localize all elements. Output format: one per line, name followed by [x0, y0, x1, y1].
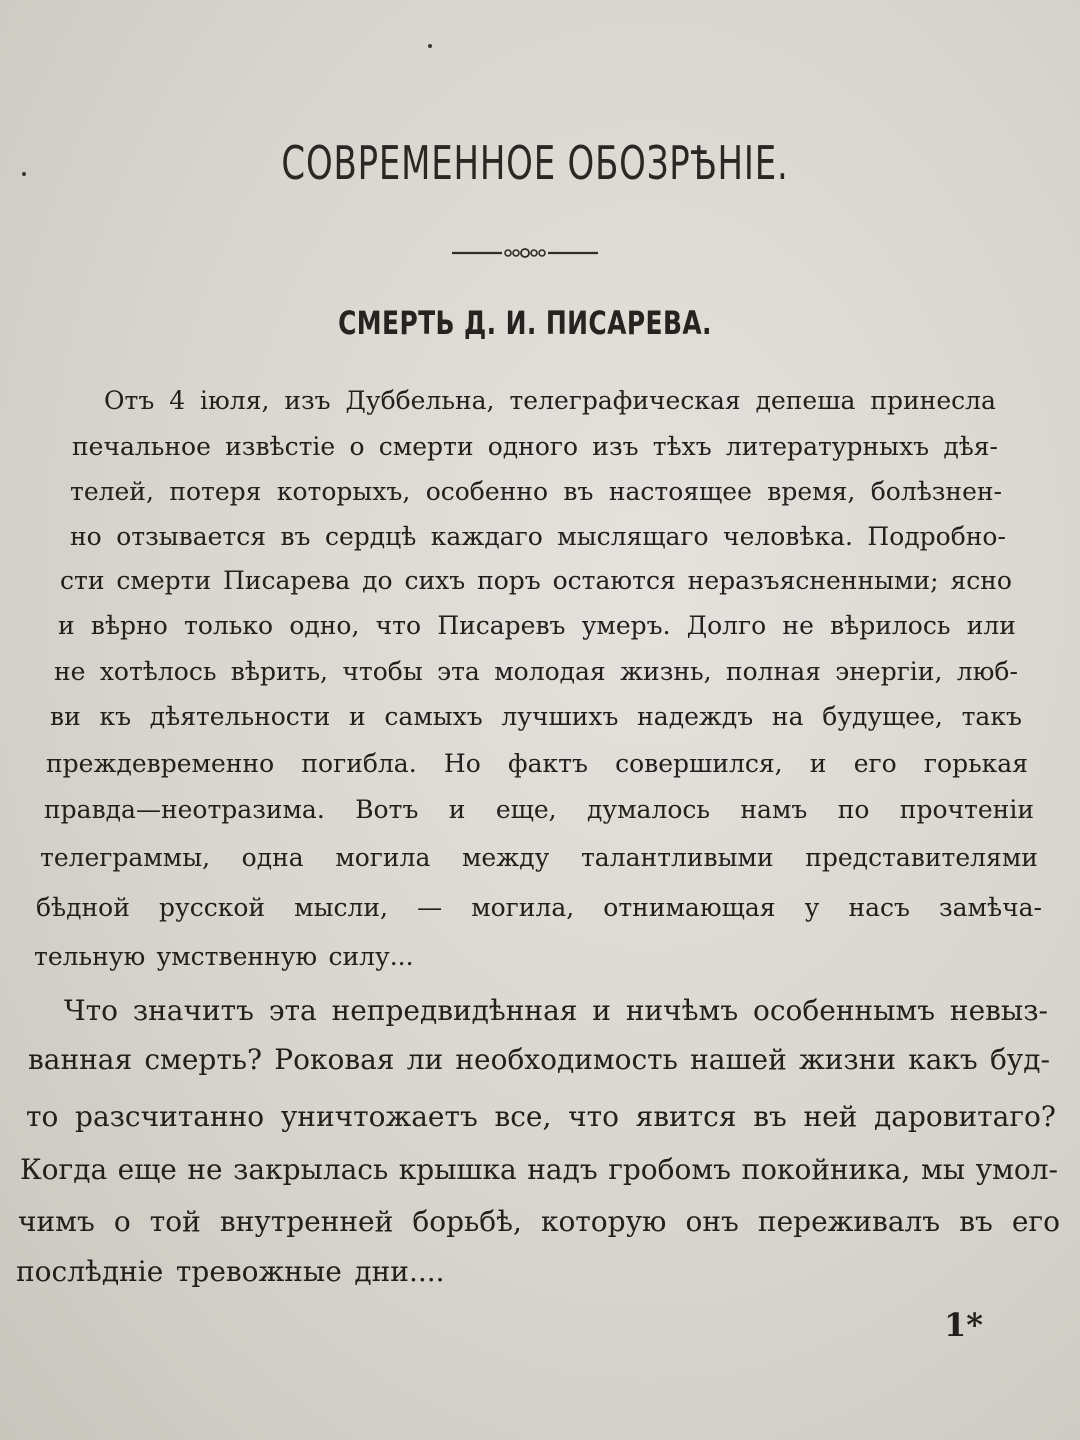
text-line: бѣдной русской мысли, — могила, отнимающая у насъ замѣча- [36, 893, 1042, 922]
text-line: сти смерти Писарева до сихъ поръ остаются неразъясненными; ясно [60, 566, 1012, 595]
print-speck [428, 44, 432, 48]
text-line: Отъ 4 іюля, изъ Дуббельна, телеграфическая депеша принесла [104, 386, 996, 415]
text-line: чимъ о той внутренней борьбѣ, которую онъ переживалъ въ его [18, 1205, 1060, 1238]
text-line: но отзывается въ сердцѣ каждаго мыслящаго человѣка. Подробно- [70, 522, 1006, 551]
text-line: правда—неотразима. Вотъ и еще, думалось намъ по прочтеніи [44, 795, 1034, 824]
text-line: ванная смерть? Роковая ли необходимость нашей жизни какъ буд- [28, 1043, 1050, 1076]
text-line: то разсчитанно уничтожаетъ все, что явится въ ней даровитаго? [26, 1100, 1056, 1133]
text-line: Что значитъ эта непредвидѣнная и ничѣмъ особеннымъ невыз- [64, 994, 1048, 1027]
text-line: не хотѣлось вѣрить, чтобы эта молодая жизнь, полная энергіи, люб- [54, 657, 1018, 686]
text-line: тельную умственную силу... [34, 942, 414, 971]
article-title: СМЕРТЬ Д. И. ПИСАРЕВА. [338, 304, 712, 342]
text-line: и вѣрно только одно, что Писаревъ умеръ. Долго не вѣрилось или [58, 611, 1016, 640]
text-line: телей, потеря которыхъ, особенно въ настоящее время, болѣзнен- [70, 477, 1002, 506]
page-number: 1* [944, 1306, 983, 1344]
text-line: телеграммы, одна могила между талантливыми представителями [40, 843, 1038, 872]
text-line: Когда еще не закрылась крышка надъ гробомъ покойника, мы умол- [20, 1153, 1058, 1186]
text-line: печальное извѣстіе о смерти одного изъ тѣхъ литературныхъ дѣя- [72, 432, 998, 461]
text-line: послѣдніе тревожные дни.... [16, 1255, 445, 1288]
text-line: преждевременно погибла. Но фактъ совершился, и его горькая [46, 749, 1028, 778]
print-speck [22, 172, 26, 176]
text-line: ви къ дѣятельности и самыхъ лучшихъ надеждъ на будущее, такъ [50, 702, 1022, 731]
ornament-divider [450, 244, 600, 262]
section-title: СОВРЕМЕННОЕ ОБОЗРѢНІЕ. [281, 136, 789, 190]
